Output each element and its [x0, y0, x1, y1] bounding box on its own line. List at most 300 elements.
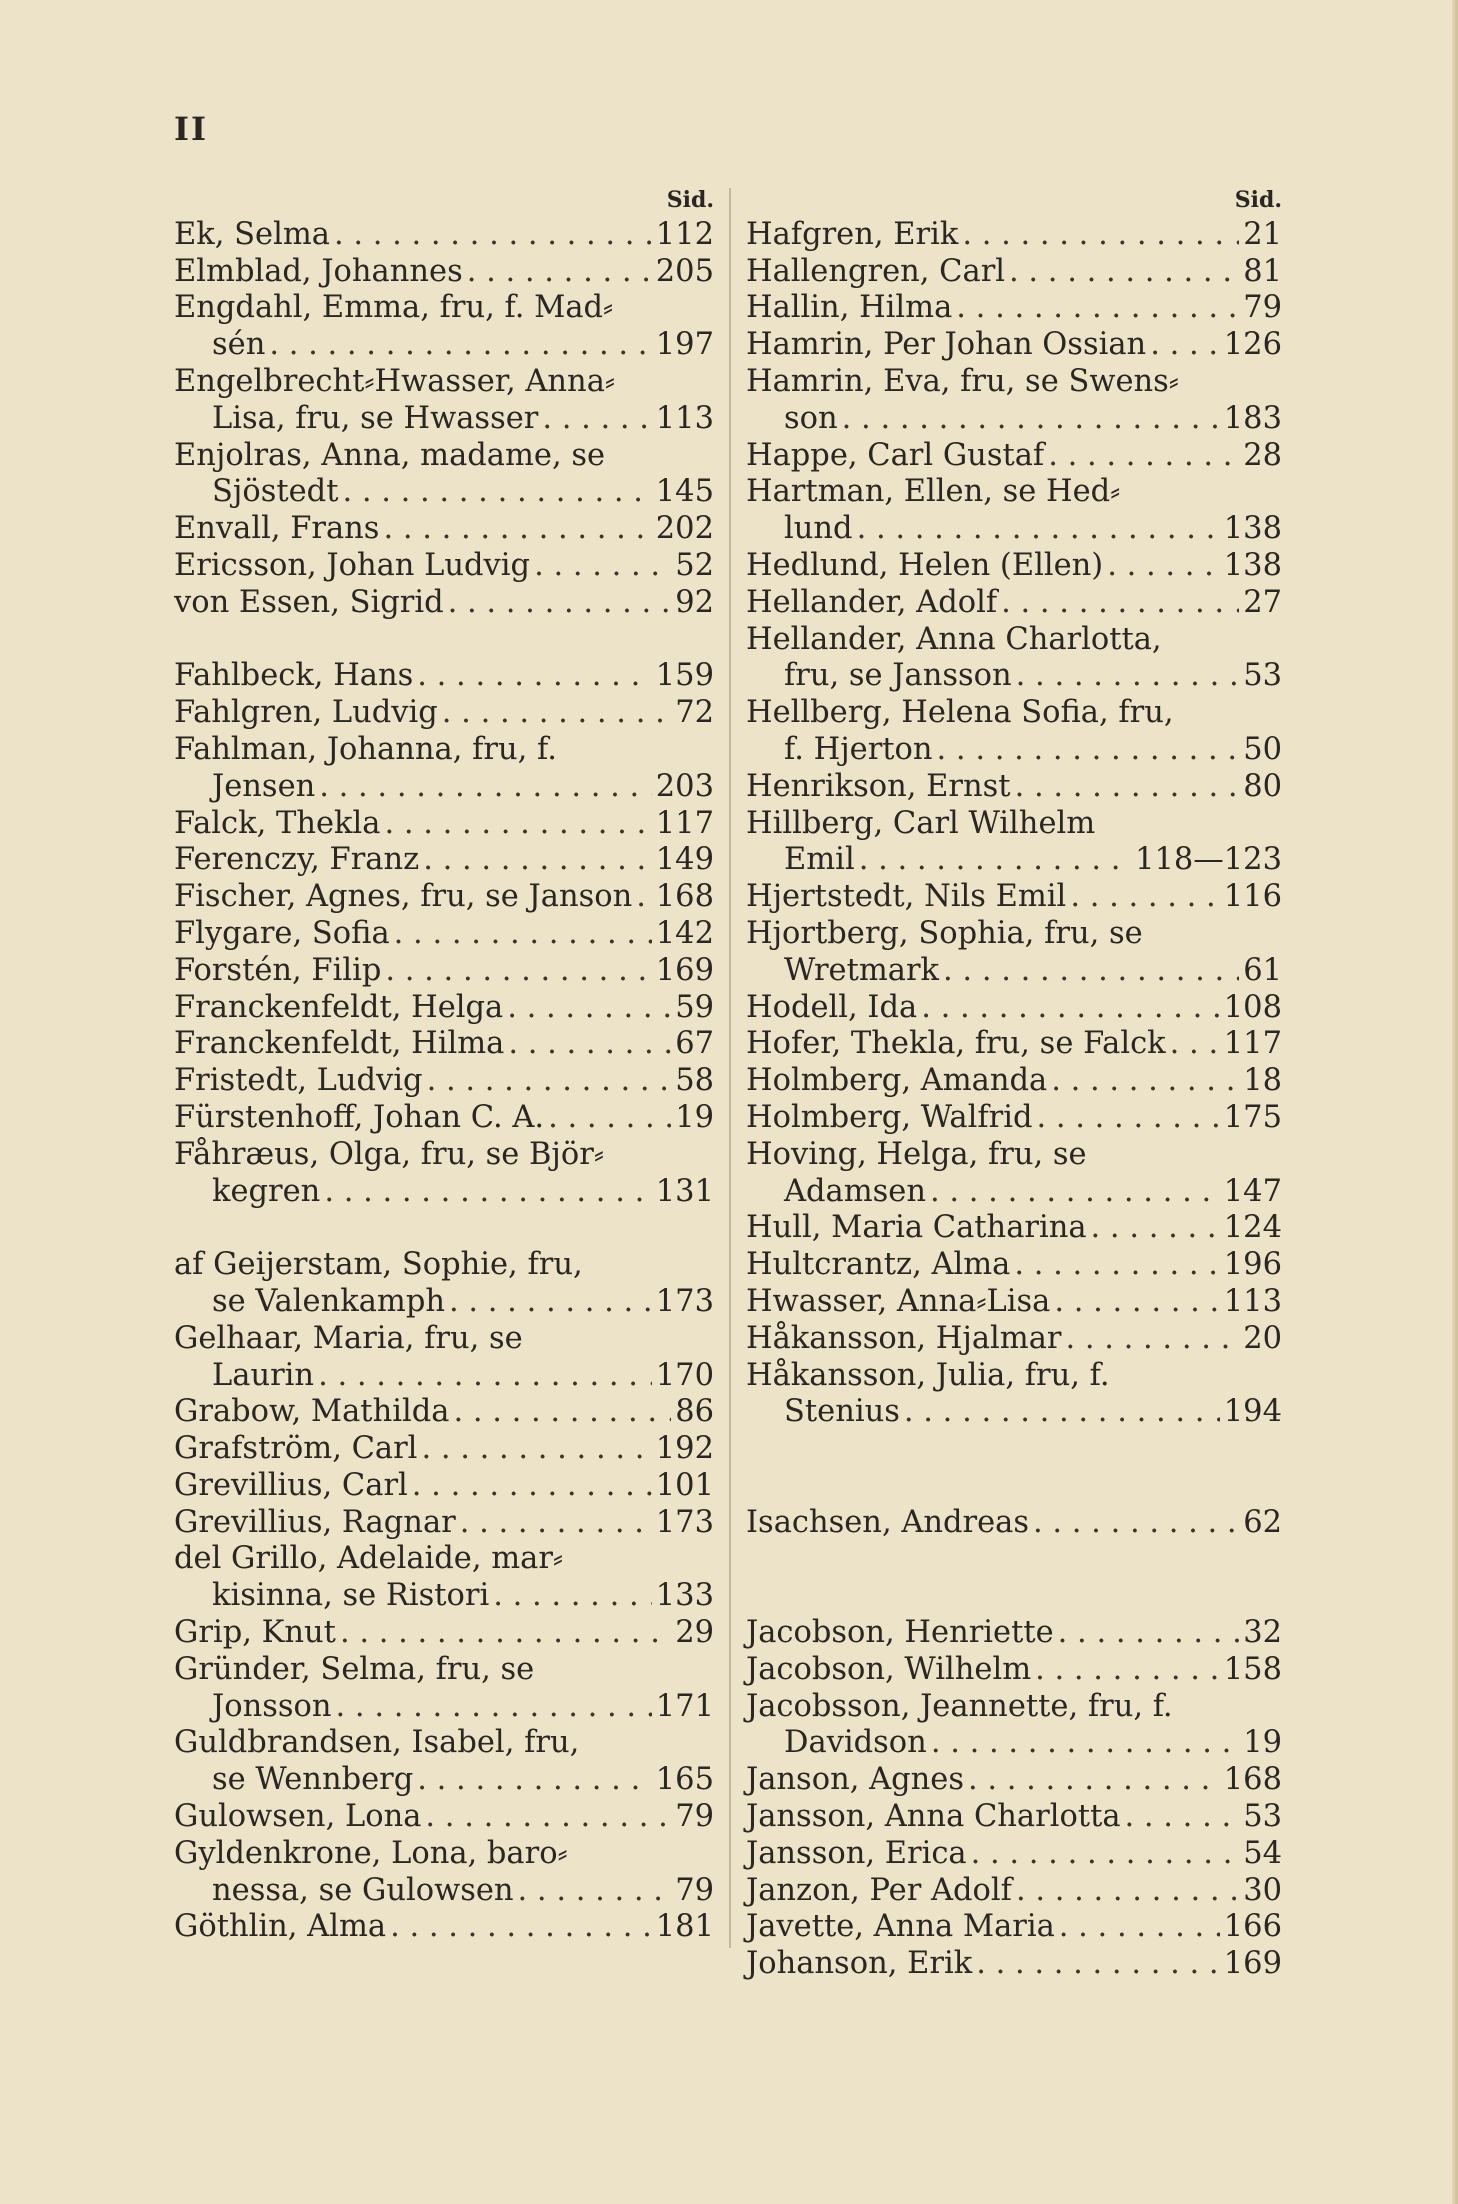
index-entry [746, 1909, 1282, 1946]
index-entry [746, 769, 1282, 806]
dot-leader [394, 916, 652, 953]
index-entry [174, 1541, 714, 1615]
entry-page-number: 20 [1243, 1320, 1282, 1356]
entry-page-number: 117 [655, 805, 714, 841]
index-entry-line [174, 585, 714, 622]
index-entry-line [746, 1100, 1282, 1137]
index-entry-line [174, 658, 714, 695]
index-entry [174, 1063, 714, 1100]
dot-leader [904, 1394, 1220, 1431]
entry-page-number: 181 [655, 1909, 714, 1945]
index-entry [746, 585, 1282, 622]
entry-name: Fahlman, Johanna, fru, f. [174, 731, 557, 767]
entry-page-number: 133 [655, 1578, 714, 1614]
entry-name: f. Hjerton [784, 731, 933, 767]
entry-page-number: 159 [655, 658, 714, 694]
index-entry-line [746, 953, 1282, 990]
index-entry [174, 1247, 714, 1321]
index-entry [174, 1026, 714, 1063]
index-entry-line [174, 438, 714, 475]
index-entry-line [746, 548, 1282, 585]
index-entry [174, 585, 714, 622]
index-entry [174, 548, 714, 585]
entry-name: Engelbrecht⸗Hwasser, Anna⸗ [174, 363, 616, 399]
entry-page-number: 166 [1223, 1909, 1282, 1945]
index-entry-line [746, 217, 1282, 254]
entry-name: von Essen, Sigrid [174, 584, 444, 620]
dot-leader [269, 327, 651, 364]
column-divider [729, 188, 731, 1948]
dot-leader [976, 1946, 1220, 1983]
entry-name: Envall, Frans [174, 511, 380, 547]
index-entry [174, 695, 714, 732]
index-entry [174, 879, 714, 916]
index-entry-line [174, 474, 714, 511]
entry-name: Laurin [212, 1357, 315, 1393]
dot-leader [340, 1615, 671, 1652]
entry-page-number: 113 [1223, 1283, 1282, 1319]
dot-leader [319, 769, 652, 806]
index-entry-line [174, 953, 714, 990]
entry-name: Grabow, Mathilda [174, 1394, 450, 1430]
dot-leader [1125, 1799, 1240, 1836]
index-entry-line [174, 401, 714, 438]
index-entry-line [746, 327, 1282, 364]
entry-page-number: 173 [655, 1504, 714, 1540]
index-entry [746, 1946, 1282, 1983]
entry-page-number: 108 [1223, 989, 1282, 1025]
entry-page-number: 117 [1223, 1026, 1282, 1062]
index-entry-line [174, 1063, 714, 1100]
dot-leader [342, 474, 651, 511]
entry-page-number: 112 [655, 216, 714, 252]
entry-page-number: 81 [1243, 253, 1282, 289]
index-entry-line [746, 1358, 1282, 1395]
index-entry [746, 1799, 1282, 1836]
index-entry [746, 327, 1282, 364]
entry-page-number: 205 [655, 253, 714, 289]
dot-leader [548, 1100, 671, 1137]
index-entry-line [746, 401, 1282, 438]
index-entry-line [746, 1873, 1282, 1910]
entry-name: Holmberg, Walfrid [746, 1099, 1033, 1135]
dot-leader [427, 1063, 672, 1100]
entry-name: Håkansson, Julia, fru, f. [746, 1357, 1110, 1393]
index-entry-line [746, 1652, 1282, 1689]
index-entry-line [746, 1505, 1282, 1542]
index-entry-line [174, 879, 714, 916]
index-entry [746, 806, 1282, 880]
index-entry-line [174, 1026, 714, 1063]
index-entry [174, 806, 714, 843]
index-entry [174, 916, 714, 953]
index-spacer [746, 1578, 1282, 1615]
index-entry-line [174, 1615, 714, 1652]
entry-name: Hillberg, Carl Wilhelm [746, 805, 1096, 841]
dot-leader [1009, 254, 1239, 291]
index-entry [174, 953, 714, 990]
index-entry-line [174, 916, 714, 953]
entry-name: Grafström, Carl [174, 1431, 418, 1467]
entry-page-number: 124 [1223, 1210, 1282, 1246]
index-entry [174, 511, 714, 548]
entry-name: Ek, Selma [174, 216, 330, 252]
index-entry-line [174, 1578, 714, 1615]
entry-name: Jansson, Erica [746, 1835, 967, 1871]
index-entry [746, 1247, 1282, 1284]
index-entry-line [746, 658, 1282, 695]
entry-name: Fischer, Agnes, fru, se Janson [174, 879, 633, 915]
entry-page-number: 183 [1223, 400, 1282, 436]
index-entry [174, 1100, 714, 1137]
entry-name: Hull, Maria Catharina [746, 1210, 1087, 1246]
index-entry [746, 364, 1282, 438]
entry-name: Stenius [784, 1394, 900, 1430]
entry-page-number: 79 [675, 1872, 714, 1908]
entry-page-number: 168 [1223, 1762, 1282, 1798]
index-entry-line [746, 1689, 1282, 1726]
index-entry-line [746, 474, 1282, 511]
entry-page-number: 145 [655, 474, 714, 510]
entry-name: nessa, se Gulowsen [212, 1872, 514, 1908]
dot-leader [1048, 438, 1239, 475]
entry-page-number: 59 [675, 989, 714, 1025]
dot-leader [425, 1799, 671, 1836]
dot-leader [859, 842, 1131, 879]
dot-leader [417, 1762, 652, 1799]
index-entry-line [746, 1063, 1282, 1100]
entry-name: kegren [212, 1173, 321, 1209]
index-entry [746, 290, 1282, 327]
entry-name: Gyldenkrone, Lona, baro⸗ [174, 1835, 568, 1871]
index-entry [174, 1321, 714, 1395]
entry-page-number: 27 [1243, 584, 1282, 620]
dot-leader [1015, 769, 1240, 806]
entry-page-number: 79 [675, 1799, 714, 1835]
index-entry-line [174, 1284, 714, 1321]
entry-page-number: 28 [1243, 437, 1282, 473]
dot-leader [383, 511, 651, 548]
entry-page-number: 197 [655, 327, 714, 363]
dot-leader [1035, 1652, 1220, 1689]
index-entry [174, 1615, 714, 1652]
entry-name: Gulowsen, Lona [174, 1799, 422, 1835]
dot-leader [421, 1431, 651, 1468]
entry-name: Hellander, Adolf [746, 584, 998, 620]
entry-page-number: 196 [1223, 1247, 1282, 1283]
index-entry-line [174, 1689, 714, 1726]
column-header-sid: Sid. [666, 187, 714, 213]
page-edge [1452, 0, 1458, 2204]
entry-name: Håkansson, Hjalmar [746, 1320, 1062, 1356]
dot-leader [1037, 1100, 1220, 1137]
entry-page-number: 101 [655, 1467, 714, 1503]
dot-leader [943, 953, 1239, 990]
index-entry [746, 916, 1282, 990]
entry-page-number: 72 [675, 695, 714, 731]
index-entry [174, 1468, 714, 1505]
index-entry [174, 1799, 714, 1836]
entry-name: kisinna, se Ristori [212, 1578, 490, 1614]
entry-name: Hallengren, Carl [746, 253, 1006, 289]
dot-leader [442, 695, 671, 732]
index-entry-line [746, 842, 1282, 879]
dot-leader [1016, 658, 1240, 695]
entry-name: Grevillius, Ragnar [174, 1504, 456, 1540]
entry-page-number: 52 [675, 547, 714, 583]
entry-page-number: 171 [655, 1688, 714, 1724]
index-entry-line [746, 1137, 1282, 1174]
entry-name: Hafgren, Erik [746, 216, 959, 252]
index-entry-line [174, 806, 714, 843]
entry-page-number: 175 [1223, 1099, 1282, 1135]
entry-name: Hjortberg, Sophia, fru, se [746, 915, 1143, 951]
index-entry-line [746, 1725, 1282, 1762]
entry-name: Hartman, Ellen, se Hed⸗ [746, 474, 1121, 510]
entry-name: Ericsson, Johan Ludvig [174, 547, 531, 583]
entry-name: Adamsen [784, 1173, 927, 1209]
dot-leader [1033, 1505, 1239, 1542]
dot-leader [956, 290, 1239, 327]
index-entry-line [174, 327, 714, 364]
entry-name: Jacobson, Wilhelm [746, 1651, 1032, 1687]
index-entry-line [174, 1358, 714, 1395]
entry-name: Jansson, Anna Charlotta [746, 1799, 1121, 1835]
index-entry-line [174, 290, 714, 327]
dot-leader [1150, 327, 1220, 364]
index-entry [174, 658, 714, 695]
entry-page-number: 203 [655, 768, 714, 804]
index-spacer [174, 622, 714, 659]
index-entry [746, 1210, 1282, 1247]
index-entry-line [746, 1174, 1282, 1211]
entry-page-number: 58 [675, 1063, 714, 1099]
index-entry [746, 1505, 1282, 1542]
entry-page-number: 53 [1243, 658, 1282, 694]
index-entry [174, 1652, 714, 1726]
entry-name: lund [784, 511, 853, 547]
index-entry [746, 548, 1282, 585]
dot-leader [417, 658, 652, 695]
entry-name: Enjolras, Anna, madame, se [174, 437, 606, 473]
entry-name: Emil [784, 842, 855, 878]
index-spacer [746, 1431, 1282, 1468]
index-entry [746, 1321, 1282, 1358]
index-entry [174, 290, 714, 364]
entry-page-number: 21 [1243, 216, 1282, 252]
index-entry [174, 254, 714, 291]
entry-name: Janzon, Per Adolf [746, 1872, 1012, 1908]
entry-name: se Wennberg [212, 1762, 414, 1798]
index-entry [746, 1137, 1282, 1211]
entry-name: Hedlund, Helen (Ellen) [746, 547, 1104, 583]
dot-leader [508, 1026, 671, 1063]
dot-leader [968, 1762, 1220, 1799]
entry-name: Franckenfeldt, Hilma [174, 1026, 505, 1062]
dot-leader [449, 1284, 652, 1321]
dot-leader [518, 1873, 672, 1910]
entry-name: Hallin, Hilma [746, 290, 953, 326]
index-spacer [746, 1541, 1282, 1578]
dot-leader [336, 1689, 652, 1726]
page-number: II [174, 110, 208, 148]
entry-name: fru, se Jansson [784, 658, 1012, 694]
index-entry [174, 732, 714, 806]
dot-leader [1065, 1321, 1239, 1358]
index-column-left [174, 180, 714, 1946]
entry-page-number: 169 [1223, 1946, 1282, 1982]
index-entry-line [174, 1321, 714, 1358]
entry-name: Hoving, Helga, fru, se [746, 1136, 1087, 1172]
index-entry-line [746, 364, 1282, 401]
dot-leader [385, 953, 651, 990]
index-entry-line [174, 1137, 714, 1174]
index-entry [746, 474, 1282, 548]
entry-name: af Geijerstam, Sophie, fru, [174, 1247, 583, 1283]
index-entry-line [174, 511, 714, 548]
dot-leader [971, 1836, 1240, 1873]
column-header-sid: Sid. [1234, 187, 1282, 213]
entry-name: Fahlgren, Ludvig [174, 695, 438, 731]
entry-name: Hellander, Anna Charlotta, [746, 621, 1162, 657]
index-entry-line [746, 622, 1282, 659]
dot-leader [1058, 1615, 1240, 1652]
index-entry [746, 1689, 1282, 1763]
index-entry-line [174, 217, 714, 254]
entry-page-number: 158 [1223, 1651, 1282, 1687]
dot-leader [1016, 1873, 1239, 1910]
index-entry-line [746, 1321, 1282, 1358]
entry-name: Hellberg, Helena Sofia, fru, [746, 695, 1174, 731]
entry-name: son [784, 400, 838, 436]
index-entry [746, 1063, 1282, 1100]
dot-leader [507, 990, 671, 1027]
dot-leader [930, 1174, 1220, 1211]
dot-leader [1170, 1026, 1220, 1063]
entry-page-number: 118—123 [1135, 842, 1282, 878]
index-entry [746, 1652, 1282, 1689]
entry-name: Fristedt, Ludvig [174, 1063, 423, 1099]
index-entry-line [746, 1909, 1282, 1946]
entry-name: Hultcrantz, Alma [746, 1247, 1011, 1283]
entry-page-number: 86 [675, 1394, 714, 1430]
dot-leader [412, 1468, 652, 1505]
entry-name: Happe, Carl Gustaf [746, 437, 1045, 473]
index-entry-line [174, 1836, 714, 1873]
entry-page-number: 79 [1243, 290, 1282, 326]
dot-leader [937, 732, 1240, 769]
entry-page-number: 61 [1243, 952, 1282, 988]
entry-page-number: 169 [655, 952, 714, 988]
entry-name: Fahlbeck, Hans [174, 658, 414, 694]
index-entry [174, 1909, 714, 1946]
entry-page-number: 29 [675, 1615, 714, 1651]
dot-leader [423, 842, 652, 879]
index-spacer [174, 1210, 714, 1247]
index-entry-line [746, 1247, 1282, 1284]
entry-name: Holmberg, Amanda [746, 1063, 1048, 1099]
entry-name: Engdahl, Emma, fru, f. Mad⸗ [174, 290, 614, 326]
entry-name: Jacobson, Henriette [746, 1615, 1054, 1651]
entry-name: Grip, Knut [174, 1615, 336, 1651]
index-entry [746, 1358, 1282, 1432]
index-entry [746, 1284, 1282, 1321]
dot-leader [1054, 1284, 1219, 1321]
entry-name: Sjöstedt [212, 474, 339, 510]
entry-name: Fürstenhoff, Johan C. A. [174, 1099, 545, 1135]
entry-name: Grevillius, Carl [174, 1467, 408, 1503]
entry-page-number: 113 [655, 400, 714, 436]
index-entry-line [174, 1762, 714, 1799]
dot-leader [1051, 1063, 1239, 1100]
entry-page-number: 168 [655, 879, 714, 915]
entry-page-number: 126 [1223, 327, 1282, 363]
index-entry-line [746, 290, 1282, 327]
index-entry-line [746, 1799, 1282, 1836]
entry-page-number: 80 [1243, 768, 1282, 804]
entry-name: Janson, Agnes [746, 1762, 964, 1798]
entry-name: Davidson [784, 1725, 927, 1761]
entry-page-number: 165 [655, 1762, 714, 1798]
entry-name: del Grillo, Adelaide, mar⸗ [174, 1541, 564, 1577]
index-entry-line [746, 1946, 1282, 1983]
index-entry [174, 1505, 714, 1542]
index-column-right [746, 180, 1282, 1983]
entry-page-number: 138 [1223, 547, 1282, 583]
index-entry [174, 1394, 714, 1431]
entry-name: Gelhaar, Maria, fru, se [174, 1320, 523, 1356]
index-entry [746, 254, 1282, 291]
entry-page-number: 142 [655, 915, 714, 951]
dot-leader [334, 217, 652, 254]
index-entry [174, 1431, 714, 1468]
entry-name: Falck, Thekla [174, 805, 381, 841]
index-entry-line [746, 1210, 1282, 1247]
index-entry-line [746, 1026, 1282, 1063]
entry-name: Guldbrandsen, Isabel, fru, [174, 1725, 580, 1761]
index-entry [746, 1873, 1282, 1910]
dot-leader [542, 401, 651, 438]
entry-page-number: 19 [1243, 1725, 1282, 1761]
index-entry-line [174, 990, 714, 1027]
entry-page-number: 131 [655, 1173, 714, 1209]
entry-name: Hodell, Ida [746, 989, 918, 1025]
entry-page-number: 67 [675, 1026, 714, 1062]
dot-leader [467, 254, 652, 291]
index-entry-line [174, 1725, 714, 1762]
index-entry [174, 842, 714, 879]
entry-page-number: 30 [1243, 1872, 1282, 1908]
entry-page-number: 192 [655, 1431, 714, 1467]
entry-name: Flygare, Sofia [174, 915, 390, 951]
index-entry-line [174, 254, 714, 291]
entry-name: Henrikson, Ernst [746, 768, 1011, 804]
index-entry [746, 1615, 1282, 1652]
entry-page-number: 147 [1223, 1173, 1282, 1209]
dot-leader [857, 511, 1220, 548]
index-entry-line [746, 1762, 1282, 1799]
entry-page-number: 170 [655, 1357, 714, 1393]
entry-name: sén [212, 327, 266, 363]
index-entry-line [174, 1799, 714, 1836]
entry-page-number: 149 [655, 842, 714, 878]
index-entry [174, 1137, 714, 1211]
index-entry [174, 364, 714, 438]
entry-page-number: 54 [1243, 1835, 1282, 1871]
index-entry-line [174, 1505, 714, 1542]
entry-name: Jacobsson, Jeannette, fru, f. [746, 1688, 1173, 1724]
dot-leader [1001, 585, 1239, 622]
